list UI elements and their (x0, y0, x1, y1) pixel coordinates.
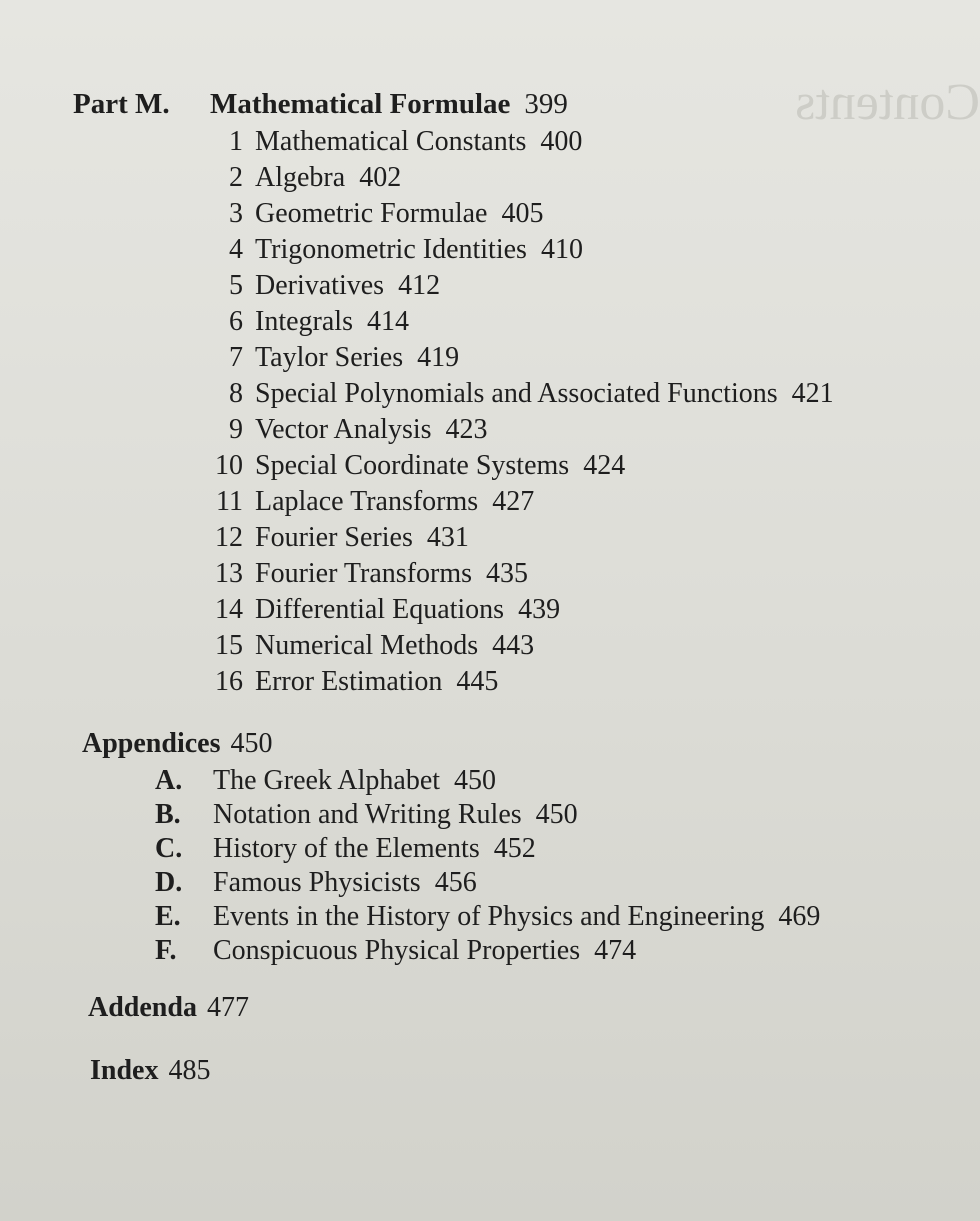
chapter-page: 419 (417, 342, 460, 373)
chapter-title: Geometric Formulae (255, 198, 488, 229)
appendix-entry (155, 798, 915, 832)
chapter-title: Error Estimation (255, 666, 443, 697)
chapter-page: 445 (456, 666, 499, 697)
chapter-title: Algebra (255, 162, 346, 193)
chapter-number: 4 (229, 234, 243, 265)
chapter-page: 421 (791, 378, 834, 409)
appendix-page: 450 (535, 799, 578, 830)
appendix-entry (155, 934, 915, 968)
chapter-number: 11 (216, 486, 243, 517)
chapter-page: 431 (426, 522, 469, 553)
chapter-title: Differential Equations (255, 594, 505, 625)
part-label: Part M. (73, 88, 170, 120)
chapter-page: 410 (540, 234, 583, 265)
chapter-entry (203, 268, 943, 304)
chapter-title: Fourier Series (255, 522, 413, 553)
chapter-title: Derivatives (255, 270, 385, 301)
appendix-page: 474 (594, 935, 637, 966)
appendix-letter: C. (155, 833, 183, 864)
chapter-page: 423 (445, 414, 488, 445)
chapter-entry (203, 412, 943, 448)
chapter-number: 8 (229, 378, 243, 409)
chapter-entry (203, 628, 943, 664)
chapter-entry (203, 592, 943, 628)
addenda-heading (88, 992, 249, 1024)
appendices-page: 450 (230, 728, 273, 759)
chapter-title: Special Coordinate Systems (255, 450, 570, 481)
chapter-title: Mathematical Constants (255, 126, 527, 157)
chapter-entry (203, 196, 943, 232)
chapter-number: 9 (229, 414, 243, 445)
chapter-number: 7 (229, 342, 243, 373)
chapter-entry (203, 124, 943, 160)
chapter-entry (203, 340, 943, 376)
appendix-letter: B. (155, 799, 181, 830)
chapter-page: 400 (540, 126, 583, 157)
chapter-page: 402 (359, 162, 402, 193)
appendix-page: 450 (454, 765, 497, 796)
appendix-page: 469 (778, 901, 821, 932)
chapter-entry (203, 556, 943, 592)
appendix-title: The Greek Alphabet (213, 765, 441, 796)
addenda-page: 477 (206, 992, 249, 1023)
chapter-number: 5 (229, 270, 243, 301)
chapter-entry (203, 304, 943, 340)
chapter-entry (203, 376, 943, 412)
chapter-title: Special Polynomials and Associated Functions (255, 378, 778, 409)
chapter-title: Integrals (255, 306, 353, 337)
chapter-page: 424 (583, 450, 626, 481)
index-label: Index (90, 1055, 159, 1086)
chapter-number: 6 (229, 306, 243, 337)
appendix-letter: F. (155, 935, 177, 966)
chapter-page: 435 (486, 558, 529, 589)
bleed-through-heading: Contents (795, 74, 980, 131)
appendix-entry (155, 866, 915, 900)
chapter-number: 10 (215, 450, 243, 481)
chapter-title: Taylor Series (255, 342, 404, 373)
part-heading (73, 88, 568, 121)
chapter-list (203, 124, 943, 700)
chapter-page: 405 (501, 198, 544, 229)
part-page: 399 (524, 88, 568, 120)
appendix-title: Events in the History of Physics and Engineering (213, 901, 765, 932)
chapter-page: 427 (492, 486, 535, 517)
chapter-page: 414 (366, 306, 409, 337)
chapter-entry (203, 160, 943, 196)
index-heading (90, 1055, 210, 1087)
appendix-page: 456 (434, 867, 477, 898)
chapter-title: Fourier Transforms (255, 558, 473, 589)
chapter-page: 439 (518, 594, 561, 625)
appendix-entry (155, 832, 915, 866)
appendix-letter: A. (155, 765, 183, 796)
chapter-title: Laplace Transforms (255, 486, 479, 517)
appendices-heading (82, 728, 272, 760)
chapter-title: Vector Analysis (255, 414, 432, 445)
chapter-number: 13 (215, 558, 243, 589)
chapter-number: 3 (229, 198, 243, 229)
appendix-page: 452 (493, 833, 536, 864)
chapter-number: 2 (229, 162, 243, 193)
chapter-number: 16 (215, 666, 243, 697)
chapter-entry (203, 664, 943, 700)
chapter-number: 14 (215, 594, 243, 625)
appendix-title: Notation and Writing Rules (213, 799, 522, 830)
chapter-number: 15 (215, 630, 243, 661)
appendix-letter: E. (155, 901, 181, 932)
appendices-label: Appendices (82, 728, 221, 759)
chapter-page: 412 (398, 270, 441, 301)
chapter-title: Trigonometric Identities (255, 234, 527, 265)
chapter-entry (203, 448, 943, 484)
appendix-title: History of the Elements (213, 833, 480, 864)
chapter-number: 12 (215, 522, 243, 553)
index-page: 485 (168, 1055, 211, 1086)
appendix-list (155, 764, 915, 968)
appendix-letter: D. (155, 867, 183, 898)
appendix-title: Conspicuous Physical Properties (213, 935, 581, 966)
appendix-entry (155, 900, 915, 934)
chapter-entry (203, 520, 943, 556)
chapter-page: 443 (492, 630, 535, 661)
chapter-title: Numerical Methods (255, 630, 479, 661)
addenda-label: Addenda (88, 992, 197, 1023)
appendix-entry (155, 764, 915, 798)
chapter-number: 1 (229, 126, 243, 157)
chapter-entry (203, 484, 943, 520)
part-title: Mathematical Formulae (210, 88, 511, 120)
appendix-title: Famous Physicists (213, 867, 421, 898)
chapter-entry (203, 232, 943, 268)
